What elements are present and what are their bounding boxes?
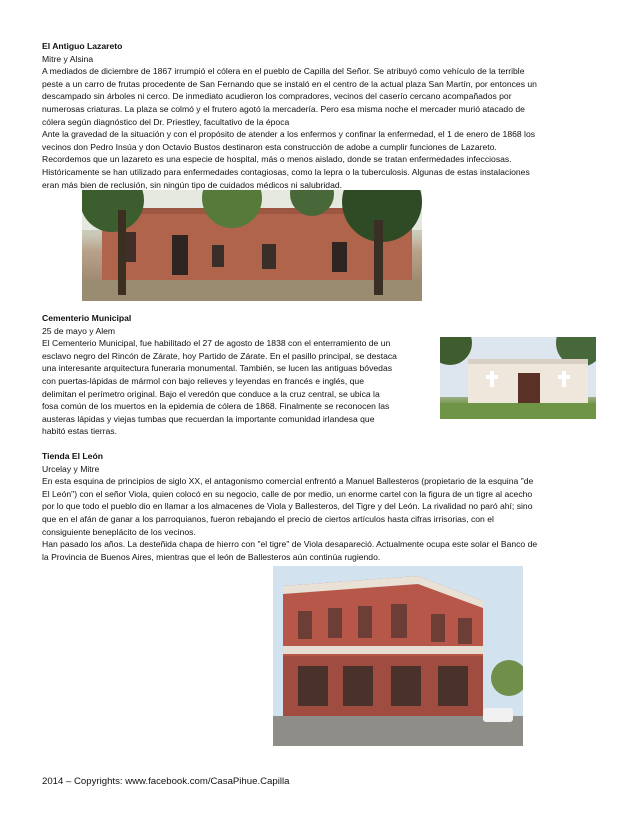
cementerio-photo [440,337,596,419]
section-cementerio [42,312,442,438]
paragraph-line: con puertas-lápidas de mármol con bajo relieves y leyendas en francés e inglés, que [42,375,364,386]
paragraph-line: Ante la gravedad de la situación y con el propósito de atender a los enfermos y confinar la enfermedad, el 1 de enero de 1868 los [42,129,536,140]
paragraph-line: consiguiente beneplácito de los vecinos. [42,526,196,537]
paragraph-line: que en el afán de ganar a los parroquianos, fueron rebajando el precio de ciertos artículos hasta cifras irrisorias, con el [42,513,494,524]
paragraph-line: esclavo negro del Rincón de Zárate, hoy Partido de Zárate. En el pasillo principal, se destaca [42,350,397,361]
lazareto-illustration [82,190,422,301]
paragraph-line: El Cementerio Municipal, fue habilitado el 27 de agosto de 1838 con el enterramiento de un [42,338,391,349]
tienda-illustration [273,566,523,746]
paragraph-line: descampado sin árboles ni cerco. De inmediato acudieron los compradores, vecinos del caserío cercano acompañados por [42,91,512,102]
paragraph-line: Han pasado los años. La desteñida chapa de hierro con "el tigre" de Viola desapareció. Actualmente ocupa este solar el Banco de [42,539,538,550]
paragraph-line: vecinos don Pedro Insúa y don Octavio Bustos destinaron esta construcción de adobe a cumplir funciones de Lazareto. [42,141,497,152]
section-title: Tienda El León [42,451,103,461]
section-address: Mitre y Alsina [42,53,94,64]
paragraph-line: la Provincia de Buenos Aires, mientras que el león de Ballesteros aún continúa rugiendo. [42,551,381,562]
section-title: Cementerio Municipal [42,313,132,323]
paragraph-line: eran más bien de reclusión, sin ningún tipo de cuidados médicos ni salubridad. [42,179,343,190]
paragraph-line: austeras lápidas y viejas tumbas que recuerdan la importante comunidad irlandesa que [42,413,375,424]
tienda-photo [273,566,523,746]
section-lazareto [42,40,598,191]
section-title: El Antiguo Lazareto [42,41,123,51]
cementerio-illustration [440,337,596,419]
section-tienda [42,450,598,563]
paragraph-line: A mediados de diciembre de 1867 irrumpió el cólera en el pueblo de Capilla del Señor. Se atribuyó como vehículo de la terrible [42,66,525,77]
paragraph-line: Recordemos que un lazareto es una especie de hospital, más o menos aislado, donde se tratan enfermedades infecciosas. [42,154,512,165]
paragraph-line: numerosas criaturas. La plaza se colmó y el frutero agotó la mercadería. Pero esa misma noche el mercader murió atacado de [42,103,525,114]
page-footer: 2014 – Copyrights: www.facebook.com/CasaPihue.Capilla [42,776,290,787]
paragraph-line: Históricamente se han utilizado para enfermedades contagiosas, como la lepra o la tuberculosis. Algunas de estas instalaciones [42,166,530,177]
lazareto-photo [82,190,422,301]
section-address: 25 de mayo y Alem [42,325,116,336]
paragraph-line: delimitan el perímetro original. Bajo el veredón que conduce a la cruz central, se ubica la [42,388,380,399]
paragraph-line: cólera según diagnóstico del Dr. Priestley, facultativo de la época [42,116,290,127]
paragraph-line: fosa común de los muertos en la epidemia de cólera de 1868. Finalmente se reconocen las [42,401,390,412]
paragraph-line: habitó estas tierras. [42,426,117,437]
paragraph-line: peste a un carro de frutas procedente de San Fernando que se instaló en el centro de la actual plaza San Martín, por entonces un [42,78,537,89]
paragraph-line: El León") con el señor Viola, quien colocó en su negocio, calle de por medio, un enorme cartel con la figura de un tigre al acecho [42,488,533,499]
paragraph-line: En esta esquina de principios de siglo XX, el antagonismo comercial enfrentó a Manuel Ballesteros (propietario de la esquina "de [42,476,534,487]
paragraph-line: por lo que todo el pueblo dio en llamar a los almacenes de Viola y Ballesteros, del Tigre y del León. La rivalidad no paró ahí; sino [42,501,533,512]
section-address: Urcelay y Mitre [42,463,100,474]
paragraph-line: una interesante arquitectura funeraria monumental. También, se lucen las antiguas bóvedas [42,363,393,374]
